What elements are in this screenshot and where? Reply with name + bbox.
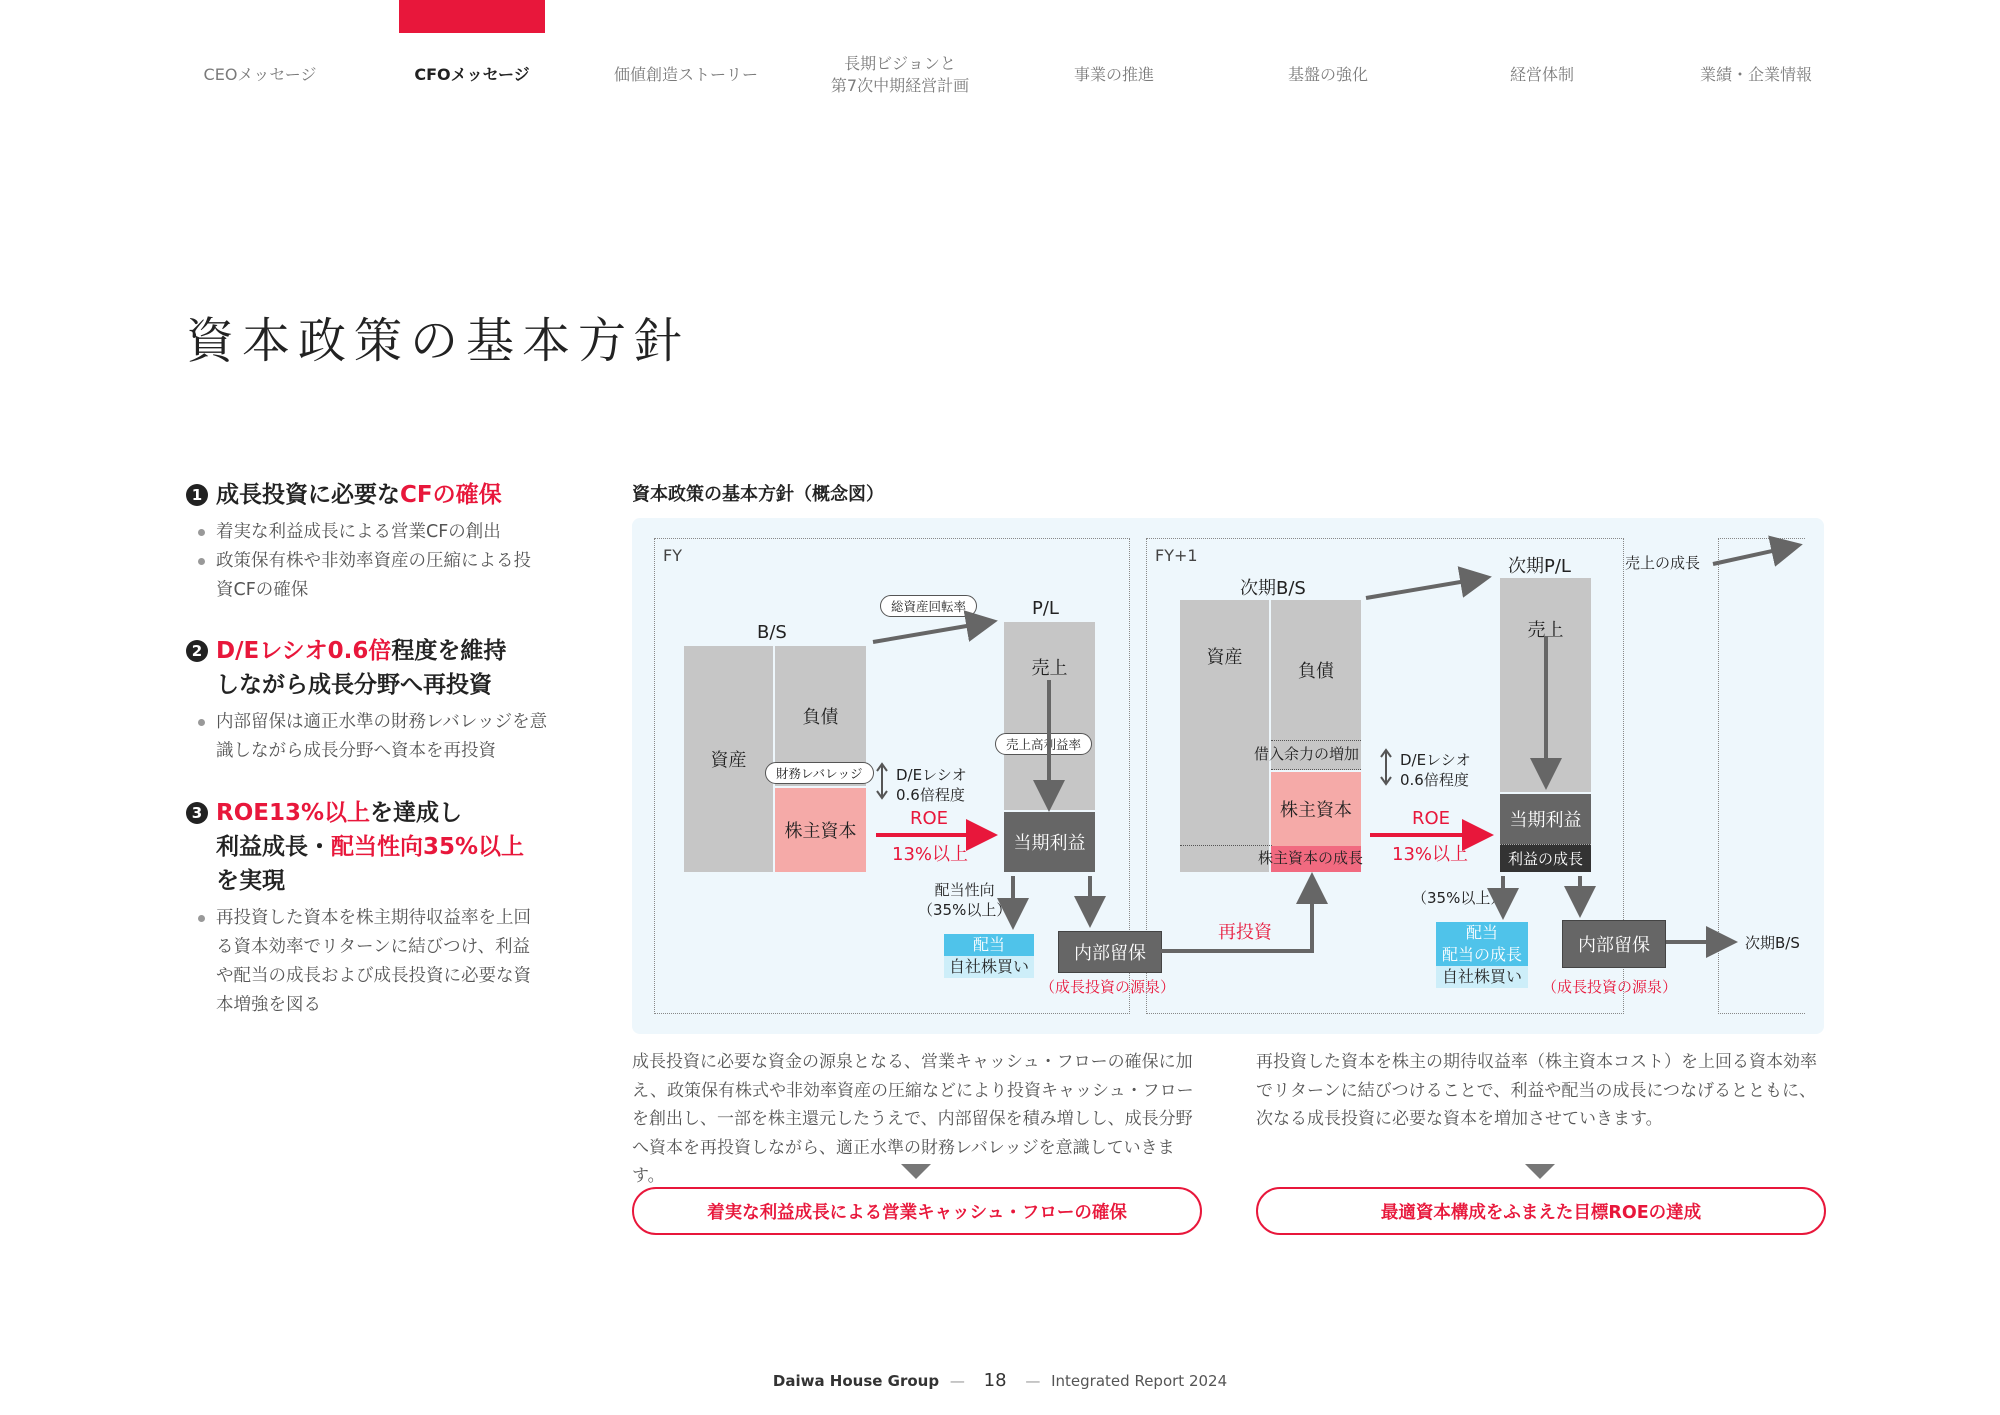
fy-margin-pill: 売上高利益率	[995, 733, 1092, 755]
fy1-asset-block: 資産	[1180, 600, 1269, 872]
fy1-growth-source: （成長投資の源泉）	[1542, 978, 1678, 996]
point-2-highlight: D/Eレシオ0.6倍	[216, 638, 392, 664]
fy-buyback: 自社株買い	[944, 956, 1034, 978]
fy1-payout-label: （35%以上）	[1412, 889, 1506, 907]
fy-retained-earnings: 内部留保	[1058, 931, 1162, 973]
fy-roe-value: 13%以上	[892, 844, 969, 865]
point-3-text: を達成し	[370, 800, 463, 826]
footer	[0, 1370, 2000, 1391]
nav-item-cfo-message[interactable]: CFOメッセージ	[414, 65, 530, 84]
reinvest-label: 再投資	[1218, 922, 1272, 943]
footer-separator: —	[949, 1372, 965, 1390]
page-number: 18	[983, 1370, 1007, 1391]
nav-item-business[interactable]: 事業の推進	[1073, 65, 1154, 84]
page-title: 資本政策の基本方針	[186, 313, 691, 369]
point-1-text: 成長投資に必要な	[216, 482, 400, 508]
fy1-equity-block: 株主資本	[1271, 772, 1361, 846]
footer-report-name: Integrated Report 2024	[1051, 1372, 1228, 1390]
fy-growth-source: （成長投資の源泉）	[1040, 978, 1176, 996]
fy1-sales-block: 売上	[1500, 578, 1591, 792]
fy-liability-block: 負債	[775, 646, 866, 786]
sales-growth-arrow	[1713, 546, 1795, 564]
paragraph-right: 再投資した資本を株主の期待収益率（株主資本コスト）を上回る資本効率でリターンに結びつけることで、利益や配当の成長につなげるとともに、次なる成長投資に必要な資本を増加させていきます。	[1256, 1052, 1817, 1129]
nav-item-long-term-vision[interactable]: 長期ビジョンと 第7次中期経営計画	[830, 54, 970, 95]
fy-pl-title: P/L	[1032, 598, 1059, 619]
diagram-title: 資本政策の基本方針（概念図）	[632, 484, 884, 505]
point-1-bullet-1: 着実な利益成長による営業CFの創出	[198, 518, 528, 547]
point-2-text-line2: しながら成長分野へ再投資	[216, 672, 492, 698]
fy1-dividend-growth: 配当の成長	[1436, 944, 1528, 966]
nav-item-ceo-message[interactable]: CEOメッセージ	[203, 65, 317, 84]
fy-de-ratio: D/Eレシオ 0.6倍程度	[896, 766, 967, 804]
fy-turnover-arrow	[873, 622, 990, 642]
fy1-equity-growth-label: 株主資本の成長	[1258, 849, 1364, 867]
fy-payout-label: 配当性向 （35%以上）	[918, 881, 1012, 919]
fy1-sales-growth-label: 売上の成長	[1625, 554, 1701, 572]
fy1-borrow-label: 借入余力の増加	[1254, 745, 1360, 763]
next-bs-label: 次期B/S	[1745, 934, 1800, 952]
fy1-de-ratio: D/Eレシオ 0.6倍程度	[1400, 751, 1471, 789]
point-number-badge: 3	[186, 802, 208, 824]
outcome-right: 最適資本構成をふまえた目標ROEの達成	[1256, 1187, 1826, 1235]
point-3-highlight-2: 配当性向35%以上	[331, 834, 525, 860]
point-1-highlight: CFの確保	[400, 482, 502, 508]
fy-leverage-pill: 財務レバレッジ	[765, 762, 874, 784]
fy1-bs-title: 次期B/S	[1240, 578, 1306, 599]
point-number-badge: 2	[186, 640, 208, 662]
fy1-pl-title: 次期P/L	[1508, 556, 1571, 577]
fy1-roe-label: ROE	[1412, 808, 1451, 829]
fy-dividend: 配当	[944, 934, 1034, 956]
down-triangle-icon	[901, 1164, 931, 1179]
fy-roe-label: ROE	[910, 808, 949, 829]
point-2-bullet-1: 内部留保は適正水準の財務レバレッジを意識しながら成長分野へ資本を再投資	[198, 708, 548, 766]
fy1-dividend: 配当	[1436, 922, 1528, 944]
fy1-bs-to-pl-arrow	[1366, 578, 1484, 598]
outcome-left: 着実な利益成長による営業キャッシュ・フローの確保	[632, 1187, 1202, 1235]
fy-equity-block: 株主資本	[775, 788, 866, 872]
fy1-roe-value: 13%以上	[1392, 844, 1469, 865]
point-number-badge: 1	[186, 484, 208, 506]
point-3-text-line3: を実現	[216, 868, 285, 894]
fy-net-income-block: 当期利益	[1004, 812, 1095, 872]
fy1-buyback: 自社株買い	[1436, 966, 1528, 988]
fy1-profit-growth-block: 利益の成長	[1500, 844, 1591, 872]
fy-bs-title: B/S	[757, 622, 787, 643]
point-3-text-line2: 利益成長・	[216, 834, 331, 860]
fy-asset-block: 資産	[684, 646, 773, 872]
nav-item-governance[interactable]: 経営体制	[1509, 65, 1574, 84]
fy1-label: FY+1	[1155, 546, 1198, 565]
down-triangle-icon	[1525, 1164, 1555, 1179]
fy1-retained-earnings: 内部留保	[1562, 920, 1666, 968]
fy-turnover-pill: 総資産回転率	[880, 595, 977, 617]
footer-separator: —	[1025, 1372, 1041, 1390]
paragraph-left: 成長投資に必要な資金の源泉となる、営業キャッシュ・フローの確保に加え、政策保有株式や非効率資産の圧縮などにより投資キャッシュ・フローを創出し、一部を株主還元したうえで、内部留保を積み増しし、成長分野へ資本を再投資しながら、適正水準の財務レバレッジを意識していきます。	[632, 1052, 1194, 1186]
nav-item-value-creation[interactable]: 価値創造ストーリー	[613, 65, 758, 84]
point-3-highlight: ROE13%以上	[216, 800, 371, 826]
footer-brand: Daiwa House Group	[772, 1372, 940, 1390]
fy1-liability-block: 負債	[1271, 600, 1361, 740]
fy-sales-block: 売上	[1004, 622, 1095, 810]
point-3-bullet-1: 再投資した資本を株主期待収益率を上回る資本効率でリターンに結びつけ、利益や配当の成長および成長投資に必要な資本増強を図る	[198, 904, 538, 1020]
fy1-net-income-block: 当期利益	[1500, 794, 1591, 844]
nav-item-foundation[interactable]: 基盤の強化	[1287, 65, 1368, 84]
fy-label: FY	[663, 546, 682, 565]
point-2-text: 程度を維持	[391, 638, 507, 664]
nav-item-performance[interactable]: 業績・企業情報	[1699, 65, 1812, 84]
reinvest-arrow	[1160, 880, 1312, 951]
point-1-bullet-2: 政策保有株や非効率資産の圧縮による投資CFの確保	[198, 547, 548, 605]
